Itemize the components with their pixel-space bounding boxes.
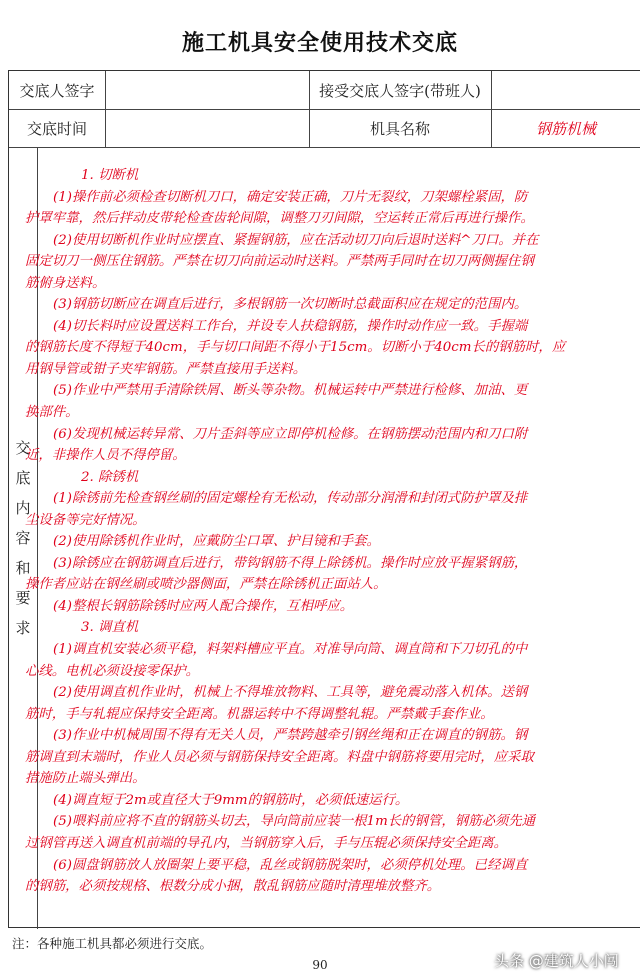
content-line: (3)除锈应在钢筋调直后进行，带钩钢筋不得上除锈机。操作时应放平握紧钢筋，	[53, 555, 528, 571]
side-label-char: 和	[15, 559, 31, 577]
side-label-char: 要	[15, 589, 31, 607]
footnote: 注：各种施工机具都必须进行交底。	[12, 936, 213, 951]
content-line: (2)使用切断机作业时应摆直、紧握钢筋，应在活动切刀向后退时送料^刀口。并在	[53, 232, 539, 248]
content-line: 筋俯身送料。	[25, 275, 106, 291]
content-line: 2. 除锈机	[81, 469, 139, 485]
side-label-char: 容	[15, 529, 31, 547]
content-line: (1)除锈前先检查钢丝刷的固定螺栓有无松动，传动部分润滑和封闭式防护罩及排	[53, 491, 528, 507]
watermark: 头条 @建筑人小闯	[494, 952, 619, 970]
machine-name-label: 机具名称	[369, 119, 430, 138]
content-line: (4)整根长钢筋除锈时应两人配合操作，互相呼应。	[53, 598, 354, 614]
content-line: 护罩牢靠，然后拌动皮带轮检查齿轮间隙，调整刀刃间隙，空运转正常后再进行操作。	[25, 211, 534, 227]
content-line: (6)发现机械运转异常、刀片歪斜等应立即停机检修。在钢筋摆动范围内和刀口附	[53, 426, 528, 442]
content-line: 筋时，手与轧辊应保持安全距离。机器运转中不得调整轧辊。严禁戴手套作业。	[25, 706, 494, 722]
signer-label: 交底人签字	[19, 81, 95, 100]
content-line: (1)调直机安装必须平稳，料架料槽应平直。对准导向筒、调直筒和下刀切孔的中	[53, 642, 528, 658]
content-line: 尘设备等完好情况。	[25, 512, 146, 528]
disclosure-time-label: 交底时间	[26, 119, 87, 138]
side-label-char: 底	[15, 469, 31, 487]
content-line: 1. 切断机	[81, 168, 139, 183]
content-line: (2)使用除锈机作业时，应戴防尘口罩、护目镜和手套。	[53, 534, 380, 550]
content-line: (6)圆盘钢筋放人放圈架上要平稳，乱丝或钢筋脱架时，必须停机处理。已经调直	[53, 857, 528, 873]
content-line: 用钢导管或钳子夹牢钢筋。严禁直接用手送料。	[25, 361, 307, 377]
content-line: (5)作业中严禁用手清除铁屑、断头等杂物。机械运转中严禁进行检修、加油、更	[53, 383, 528, 399]
disclosure-table	[8, 70, 640, 928]
content-line: 过钢管再送入调直机前端的导孔内，当钢筋穿入后，手与压辊必须保持安全距离。	[25, 835, 508, 851]
side-label-char: 求	[15, 619, 31, 637]
content-line: 固定切刀一侧压住钢筋。严禁在切刀向前运动时送料。严禁两手同时在切刀两侧握住钢	[25, 254, 534, 270]
side-label-char: 交	[15, 439, 31, 457]
receiver-signer-label: 接受交底人签字(带班人)	[319, 81, 481, 100]
content-line: (4)调直短于2m或直径大于9mm的钢筋时，必须低速运行。	[53, 792, 409, 808]
disclosure-content	[23, 165, 635, 925]
row-divider	[9, 147, 640, 148]
content-line: 操作者应站在钢丝刷或喷沙器侧面，严禁在除锈机正面站人。	[25, 577, 387, 593]
content-line: (5)喂料前应将不直的钢筋头切去，导向筒前应装一根1m长的钢管，钢筋必须先通	[53, 814, 536, 830]
content-line: 心线。电机必须设接零保护。	[25, 663, 200, 679]
content-line: 措施防止端头弹出。	[25, 771, 146, 787]
side-label-char: 内	[15, 499, 31, 517]
content-line: (2)使用调直机作业时，机械上不得堆放物料、工具等，避免震动落入机体。送钢	[53, 685, 528, 701]
page-number: 90	[312, 958, 328, 972]
content-line: 筋调直到末端时，作业人员必须与钢筋保持安全距离。料盘中钢筋将要用完时，应采取	[25, 749, 534, 765]
content-line: 近，非操作人员不得停留。	[25, 448, 186, 464]
content-line: (1)操作前必须检查切断机刀口，确定安装正确，刀片无裂纹，刀架螺栓紧固，防	[53, 189, 528, 205]
content-line: (3)作业中机械周围不得有无关人员，严禁跨越牵引钢丝绳和正在调直的钢筋。钢	[53, 728, 528, 744]
document-title: 施工机具安全使用技术交底	[181, 30, 458, 56]
signer-field[interactable]	[105, 71, 309, 109]
content-line: 的钢筋长度不得短于40cm，手与切口间距不得小于15cm。切断小于40cm长的钢筋时，应	[25, 340, 566, 356]
content-line: 的钢筋，必须按规格、根数分成小捆，散乱钢筋应随时清理堆放整齐。	[25, 879, 441, 895]
content-line: (4)切长料时应设置送料工作台，并设专人扶稳钢筋，操作时动作应一致。手握端	[53, 318, 528, 334]
receiver-signer-field[interactable]	[491, 71, 640, 109]
content-line: (3)钢筋切断应在调直后进行，多根钢筋一次切断时总截面积应在规定的范围内。	[53, 297, 528, 313]
machine-name-value: 钢筋机械	[535, 119, 596, 138]
content-line: 换部件。	[25, 405, 79, 421]
disclosure-time-field[interactable]	[105, 109, 309, 147]
content-line: 3. 调直机	[81, 620, 139, 636]
